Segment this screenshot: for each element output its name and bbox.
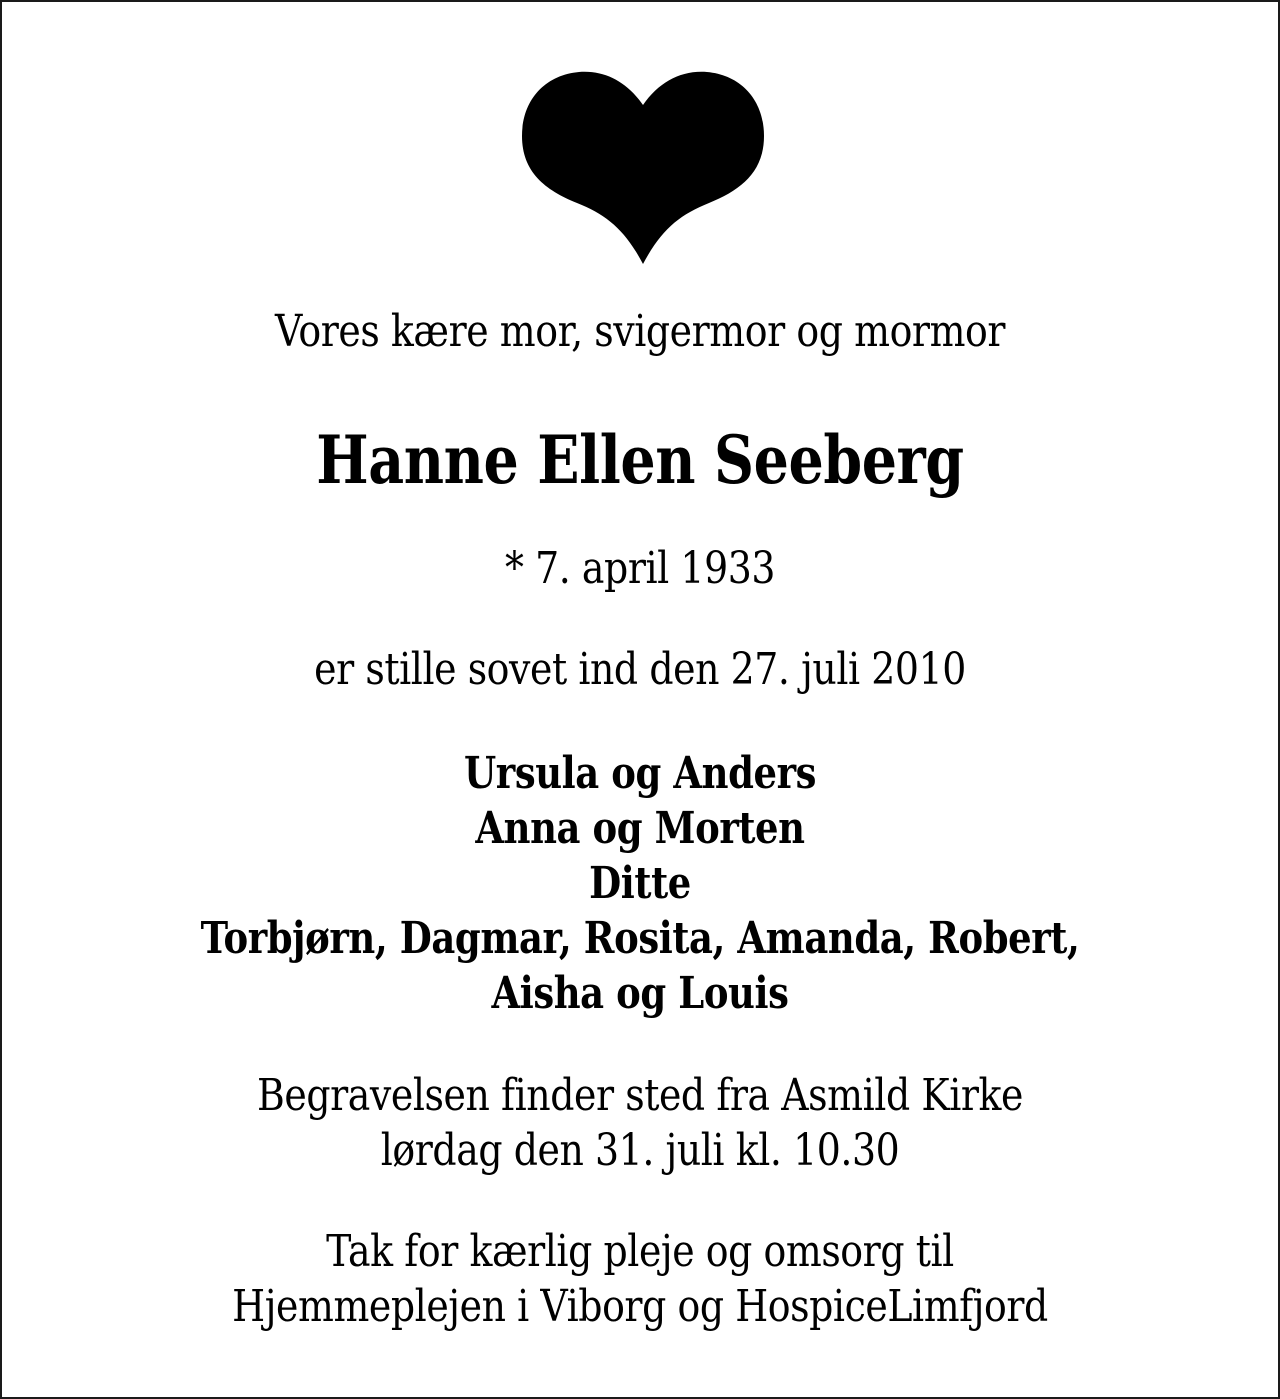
thanks-line: Tak for kærlig pleje og omsorg til [326,1226,954,1277]
deceased-name: Hanne Ellen Seeberg [316,421,964,499]
family-line: Anna og Morten [475,803,805,854]
family-line: Aisha og Louis [491,968,789,1019]
intro-text: Vores kære mor, svigermor og mormor [274,306,1006,357]
family-line: Torbjørn, Dagmar, Rosita, Amanda, Robert, [200,913,1080,964]
family-list [2,746,1278,1021]
funeral-location: Begravelsen finder sted fra Asmild Kirke [257,1070,1023,1121]
thanks-line: Hjemmeplejen i Viborg og HospiceLimfjord [232,1281,1048,1332]
family-line: Ursula og Anders [463,748,817,799]
family-line: Ditte [589,858,691,909]
funeral-info [2,1068,1278,1178]
birth-date: * 7. april 1933 [504,543,776,594]
heart-icon [519,68,767,268]
thanks-text [2,1224,1278,1334]
funeral-time: lørdag den 31. juli kl. 10.30 [380,1125,900,1176]
death-date: er stille sovet ind den 27. juli 2010 [314,644,966,695]
